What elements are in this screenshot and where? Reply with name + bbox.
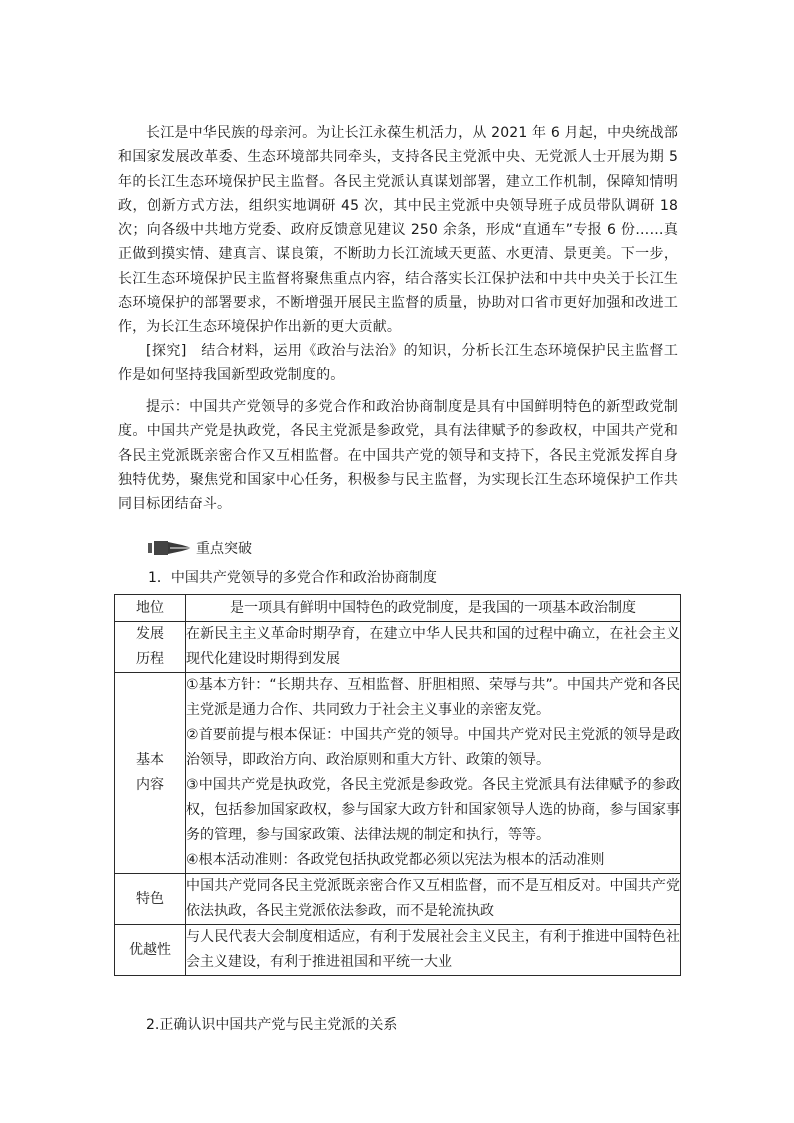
table-row xyxy=(115,874,681,925)
section-title: 重点突破 xyxy=(196,541,252,557)
row-label xyxy=(115,622,186,673)
label-line: 基本 xyxy=(136,752,164,768)
subhead-2: 2.正确认识中国共产党与民主党派的关系 xyxy=(146,1017,398,1033)
content-item: ①基本方针：“长期共存、互相监督、肝胆相照、荣辱与共”。中国共产党和各民主党派是通力合作、共同致力于社会主义事业的亲密友党。 xyxy=(186,677,680,718)
hint-paragraph: 提示：中国共产党领导的多党合作和政治协商制度是具有中国鲜明特色的新型政党制度。中国共产党是执政党，各民主党派是参政党，具有法律赋予的参政权，中国共产党和各民主党派既亲密合作又互相监督。在中国共产党的领导和支持下，各民主党派发挥自身独特优势，聚焦党和国家中心任务，积极参与民主监督，为实现长江生态环境保护工作共同目标团结奋斗。 xyxy=(118,399,678,513)
system-table xyxy=(114,594,681,976)
row-label xyxy=(115,673,186,874)
explore-paragraph: [探究] 结合材料，运用《政治与法治》的知识，分析长江生态环境保护民主监督工作是如何坚持我国新型政党制度的。 xyxy=(118,343,678,384)
subhead-1: 1．中国共产党领导的多党合作和政治协商制度 xyxy=(148,570,437,586)
section-heading xyxy=(148,536,252,560)
table-row xyxy=(115,622,681,673)
table-row xyxy=(115,595,681,622)
label-line: 内容 xyxy=(136,777,164,793)
table-row xyxy=(115,673,681,874)
row-label: 地位 xyxy=(115,595,186,622)
content-item: ②首要前提与根本保证：中国共产党的领导。中国共产党对民主党派的领导是政治领导，即政治方向、政治原则和重大方针、政策的领导。 xyxy=(186,727,680,768)
label-line: 发展 xyxy=(136,626,164,642)
content-item: ④根本活动准则：各政党包括执政党都必须以宪法为根本的活动准则 xyxy=(186,852,605,868)
label-line: 历程 xyxy=(136,651,164,667)
row-value: 中国共产党同各民主党派既亲密合作又互相监督，而不是互相反对。中国共产党依法执政，各民主党派依法参政，而不是轮流执政 xyxy=(186,874,681,925)
pen-icon xyxy=(148,537,194,559)
intro-paragraph: 长江是中华民族的母亲河。为让长江永葆生机活力，从 2021 年 6 月起，中央统战部和国家发展改革委、生态环境部共同牵头，支持各民主党派中央、无党派人士开展为期 5 年的长江生态环境保护民主监督。各民主党派认真谋划部署，建立工作机制，保障知情明政，创新方式方法，组织实地调研 45 次，其中民主党派中央领导班子成员带队调研 18 次；向各级中共地方党委、政府反馈意见建议 250 余条，形成“直通车”专报 6 份……真正做到摸实情、建真言、谋良策，不断助力长江流域天更蓝、水更清、景更美。下一步，长江生态环境保护民主监督将聚焦重点内容，结合落实长江保护法和中共中央关于长江生态环境保护的部署要求，不断增强开展民主监督的质量，协助对口省市更好加强和改进工作，为长江生态环境保护作出新的更大贡献。 xyxy=(118,125,678,336)
row-value: 在新民主主义革命时期孕育，在建立中华人民共和国的过程中确立，在社会主义现代化建设时期得到发展 xyxy=(186,622,681,673)
row-value: 是一项具有鲜明中国特色的政党制度，是我国的一项基本政治制度 xyxy=(186,595,681,622)
row-label: 特色 xyxy=(115,874,186,925)
content-item: ③中国共产党是执政党，各民主党派是参政党。各民主党派具有法律赋予的参政权，包括参加国家政权，参与国家大政方针和国家领导人选的协商，参与国家事务的管理，参与国家政策、法律法规的制定和执行，等等。 xyxy=(186,777,680,843)
row-value: 与人民代表大会制度相适应，有利于发展社会主义民主，有利于推进中国特色社会主义建设，有利于推进祖国和平统一大业 xyxy=(186,925,681,976)
table-row xyxy=(115,925,681,976)
row-label: 优越性 xyxy=(115,925,186,976)
row-value xyxy=(186,673,681,874)
